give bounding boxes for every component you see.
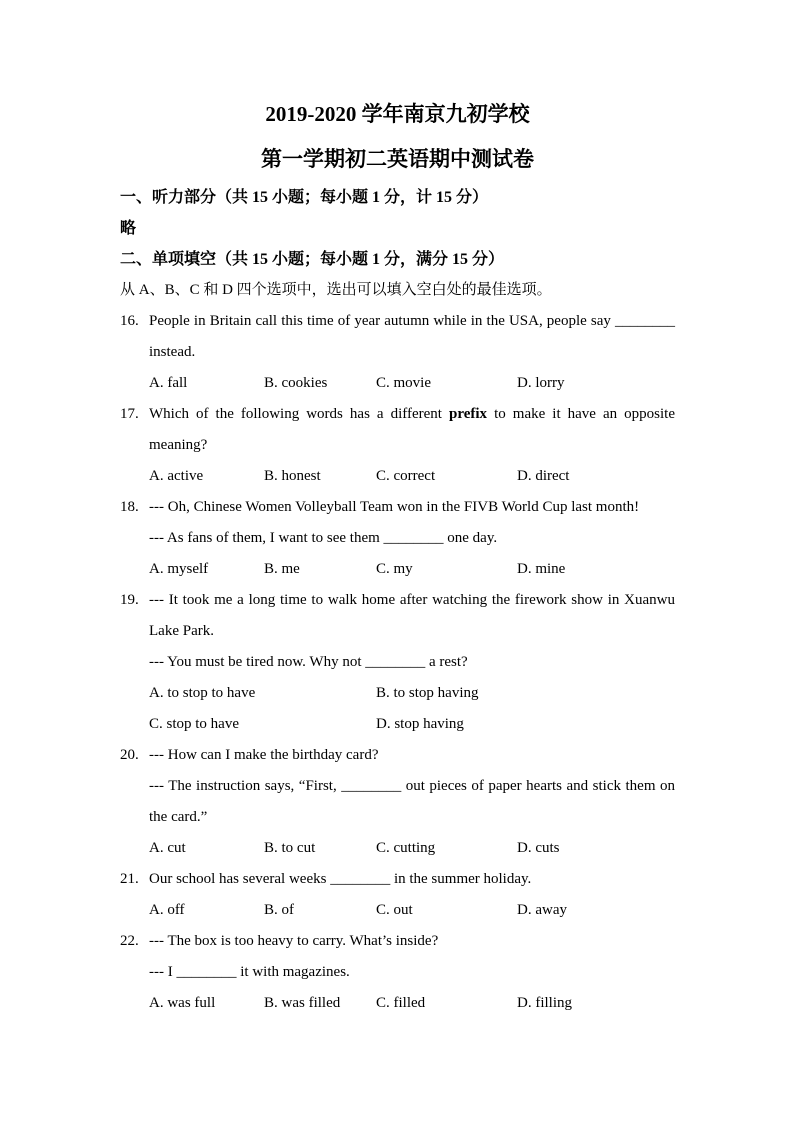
question-21-option-d: D. away (517, 902, 567, 918)
question-17-option-d: D. direct (517, 468, 570, 484)
question-22-number: 22. (120, 933, 139, 949)
section-single-choice-instruction: 从 A、B、C 和 D 四个选项中，选出可以填入空白处的最佳选项。 (120, 282, 552, 298)
question-16-option-c: C. movie (376, 375, 431, 391)
question-16-options (149, 368, 675, 399)
question-20-option-b: B. to cut (264, 840, 316, 856)
question-18 (120, 492, 675, 585)
question-20-option-c: C. cutting (376, 840, 436, 856)
question-19-option-d: D. stop having (376, 716, 464, 732)
question-19-options-row-1 (149, 678, 675, 709)
question-16-number: 16. (120, 313, 139, 329)
question-22-option-d: D. filling (517, 995, 572, 1011)
exam-title-line1: 2019-2020 学年南京九初学校 (265, 102, 530, 126)
question-16 (120, 306, 675, 399)
question-22-dialogue-line-1: --- The box is too heavy to carry. What’s inside? (149, 933, 439, 949)
question-20-option-a: A. cut (149, 840, 186, 856)
question-22-options (149, 988, 675, 1019)
question-16-option-b: B. cookies (264, 375, 328, 391)
question-20-dialogue-line-1: --- How can I make the birthday card? (149, 747, 379, 763)
question-17-stem (149, 399, 675, 461)
question-21-options (149, 895, 675, 926)
question-18-option-c: C. my (376, 561, 413, 577)
question-22-option-b: B. was filled (264, 995, 341, 1011)
question-18-option-b: B. me (264, 561, 300, 577)
question-21-stem: Our school has several weeks ________ in the summer holiday. (149, 871, 532, 887)
section-listening-heading: 一、听力部分（共 15 小题；每小题 1 分，计 15 分） (120, 189, 489, 206)
question-18-dialogue-line-2: --- As fans of them, I want to see them ________ one day. (149, 530, 498, 546)
question-21-number: 21. (120, 871, 139, 887)
question-19-option-b: B. to stop having (376, 685, 479, 701)
question-18-option-d: D. mine (517, 561, 566, 577)
question-19-dialogue-line-2: --- You must be tired now. Why not ________ a rest? (149, 654, 468, 670)
question-17-stem-before: Which of the following words has a different (149, 406, 449, 422)
question-20-option-d: D. cuts (517, 840, 560, 856)
question-20-dialogue-line-2: --- The instruction says, “First, ________ out pieces of paper hearts and stick them on the card.” (149, 778, 675, 825)
question-16-stem: People in Britain call this time of year autumn while in the USA, people say ________ instead. (149, 313, 675, 360)
question-20 (120, 740, 675, 864)
question-22-dialogue-line-2: --- I ________ it with magazines. (149, 964, 350, 980)
question-16-option-d: D. lorry (517, 375, 565, 391)
question-17-options (149, 461, 675, 492)
question-17-bold-word: prefix (449, 406, 488, 422)
question-19-number: 19. (120, 592, 139, 608)
question-20-number: 20. (120, 747, 139, 763)
question-17-option-b: B. honest (264, 468, 321, 484)
question-18-number: 18. (120, 499, 139, 515)
exam-title-line2: 第一学期初二英语期中测试卷 (261, 147, 534, 171)
question-17-option-c: C. correct (376, 468, 436, 484)
question-16-option-a: A. fall (149, 375, 188, 391)
question-21-option-c: C. out (376, 902, 413, 918)
question-19-dialogue-line-1: --- It took me a long time to walk home after watching the firework show in Xuanwu Lake Park. (149, 592, 675, 639)
question-22-option-a: A. was full (149, 995, 216, 1011)
question-17-option-a: A. active (149, 468, 204, 484)
question-18-dialogue-line-1: --- Oh, Chinese Women Volleyball Team won in the FIVB World Cup last month! (149, 499, 640, 515)
question-22-option-c: C. filled (376, 995, 426, 1011)
question-18-option-a: A. myself (149, 561, 209, 577)
question-17-number: 17. (120, 406, 139, 422)
question-21-option-b: B. of (264, 902, 294, 918)
question-17 (120, 399, 675, 492)
question-19 (120, 585, 675, 740)
question-20-options (149, 833, 675, 864)
question-21 (120, 864, 675, 926)
question-22 (120, 926, 675, 1019)
question-17-stem-after: to make it have an opposite meaning? (149, 406, 675, 453)
question-19-option-c: C. stop to have (149, 716, 239, 732)
question-18-options (149, 554, 675, 585)
question-21-option-a: A. off (149, 902, 185, 918)
question-19-options-row-2 (149, 709, 675, 740)
section-listening-note: 略 (120, 220, 137, 237)
question-19-option-a: A. to stop to have (149, 685, 256, 701)
section-single-choice-heading: 二、单项填空（共 15 小题；每小题 1 分，满分 15 分） (120, 251, 505, 268)
